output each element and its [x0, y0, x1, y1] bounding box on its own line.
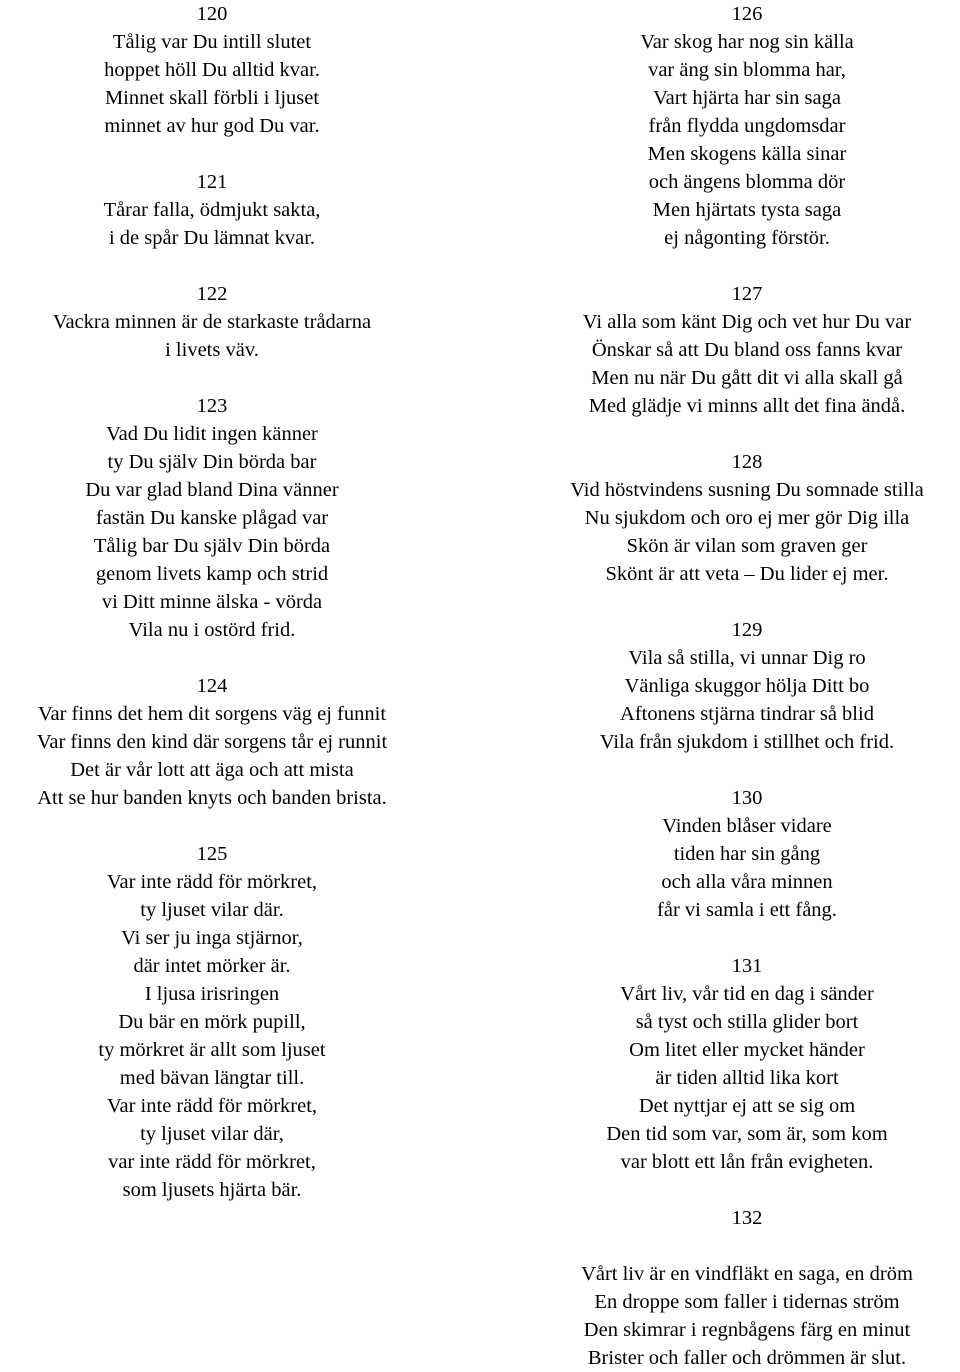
verse-number: 124 [196, 675, 228, 697]
verse-132 [534, 1204, 960, 1372]
verse-line: Vi alla som känt Dig och vet hur Du var [582, 311, 912, 333]
verse-line: Var skog har nog sin källa [640, 31, 854, 53]
verse-line: Den tid som var, som är, som kom [606, 1123, 888, 1145]
verse-gap [0, 252, 424, 280]
verse-line: Det är vår lott att äga och att mista [70, 759, 354, 781]
verse-number: 128 [731, 451, 763, 473]
left-column [0, 0, 424, 1204]
verse-line: får vi samla i ett fång. [657, 899, 837, 921]
verse-line: ty ljuset vilar där. [140, 899, 284, 921]
verse-line: Om litet eller mycket händer [629, 1039, 865, 1061]
verse-line: Men skogens källa sinar [647, 143, 847, 165]
verse-number: 121 [196, 171, 228, 193]
verse-line: Minnet skall förbli i ljuset [104, 87, 320, 109]
verse-line: hoppet höll Du alltid kvar. [104, 59, 320, 81]
verse-line: Vinden blåser vidare [662, 815, 832, 837]
verse-line: och alla våra minnen [661, 871, 833, 893]
verse-128 [534, 448, 960, 588]
verse-number: 125 [196, 843, 228, 865]
verse-line: så tyst och stilla glider bort [635, 1011, 859, 1033]
verse-line: Tålig var Du intill slutet [112, 31, 312, 53]
verse-gap [534, 1176, 960, 1204]
verse-line: Det nyttjar ej att se sig om [638, 1095, 856, 1117]
verse-number: 130 [731, 787, 763, 809]
verse-line: var inte rädd för mörkret, [108, 1151, 316, 1173]
verse-line: Den skimrar i regnbågens färg en minut [583, 1319, 911, 1341]
verse-line: ty mörkret är allt som ljuset [98, 1039, 326, 1061]
verse-gap [534, 420, 960, 448]
verse-line: ej någonting förstör. [664, 227, 830, 249]
verse-line: som ljusets hjärta bär. [122, 1179, 302, 1201]
verse-line: och ängens blomma dör [648, 171, 846, 193]
right-column [534, 0, 960, 1372]
verse-125 [0, 840, 424, 1204]
verse-123 [0, 392, 424, 644]
verse-line: ty ljuset vilar där, [140, 1123, 284, 1145]
verse-129 [534, 616, 960, 756]
verse-line: genom livets kamp och strid [95, 563, 329, 585]
verse-line: Vårt liv, vår tid en dag i sänder [620, 983, 874, 1005]
verse-line: var äng sin blomma har, [648, 59, 846, 81]
verse-gap [0, 812, 424, 840]
verse-line: Men hjärtats tysta saga [652, 199, 842, 221]
verse-gap [0, 364, 424, 392]
verse-122 [0, 280, 424, 364]
verse-gap [534, 1232, 960, 1260]
verse-line: från flydda ungdomsdar [648, 115, 846, 137]
verse-130 [534, 784, 960, 924]
verse-line: Tårar falla, ödmjukt sakta, [103, 199, 321, 221]
verse-line: Du var glad bland Dina vänner [85, 479, 339, 501]
verse-line: Vart hjärta har sin saga [653, 87, 841, 109]
verse-line: Önskar så att Du bland oss fanns kvar [591, 339, 903, 361]
verse-line: Du bär en mörk pupill, [118, 1011, 306, 1033]
verse-gap [534, 252, 960, 280]
verse-number: 132 [731, 1207, 763, 1229]
verse-121 [0, 168, 424, 252]
verse-line: Med glädje vi minns allt det fina ändå. [588, 395, 906, 417]
verse-number: 131 [731, 955, 763, 977]
verse-line: Vila från sjukdom i stillhet och frid. [599, 731, 895, 753]
verse-gap [0, 644, 424, 672]
verse-number: 123 [196, 395, 228, 417]
verse-gap [0, 140, 424, 168]
verse-line: Vid höstvindens susning Du somnade stilla [570, 479, 924, 501]
verse-line: Aftonens stjärna tindrar så blid [620, 703, 874, 725]
verse-120 [0, 0, 424, 140]
verse-line: var blott ett lån från evigheten. [620, 1151, 874, 1173]
verse-line: Var finns den kind där sorgens tår ej runnit [36, 731, 388, 753]
verse-line: Vila så stilla, vi unnar Dig ro [628, 647, 866, 669]
verse-line: Skönt är att veta – Du lider ej mer. [605, 563, 889, 585]
verse-line: i de spår Du lämnat kvar. [108, 227, 316, 249]
verse-line: Tålig bar Du själv Din börda [93, 535, 331, 557]
verse-line: I ljusa irisringen [144, 983, 280, 1005]
verse-gap [534, 924, 960, 952]
verse-line: minnet av hur god Du var. [104, 115, 320, 137]
verse-line: Var inte rädd för mörkret, [106, 871, 318, 893]
verse-line: Vad Du lidit ingen känner [106, 423, 318, 445]
verse-124 [0, 672, 424, 812]
verse-line: tiden har sin gång [673, 843, 821, 865]
verse-line: Skön är vilan som graven ger [626, 535, 868, 557]
verse-line: med bävan längtar till. [119, 1067, 305, 1089]
verse-line: i livets väv. [165, 339, 259, 361]
verse-line: Var inte rädd för mörkret, [106, 1095, 318, 1117]
verse-127 [534, 280, 960, 420]
verse-number: 126 [731, 3, 763, 25]
verse-126 [534, 0, 960, 252]
verse-gap [534, 756, 960, 784]
verse-line: Nu sjukdom och oro ej mer gör Dig illa [584, 507, 910, 529]
verse-131 [534, 952, 960, 1176]
verse-line: Brister och faller och drömmen är slut. [587, 1347, 907, 1369]
verse-line: vi Ditt minne älska - vörda [101, 591, 323, 613]
verse-line: fastän Du kanske plågad var [95, 507, 329, 529]
verse-number: 122 [196, 283, 228, 305]
verse-line: Men nu när Du gått dit vi alla skall gå [591, 367, 903, 389]
verse-line: Vänliga skuggor hölja Ditt bo [624, 675, 870, 697]
verse-line: Vila nu i ostörd frid. [128, 619, 296, 641]
verse-number: 129 [731, 619, 763, 641]
verse-line: Var finns det hem dit sorgens väg ej funnit [37, 703, 387, 725]
verse-line: är tiden alltid lika kort [655, 1067, 839, 1089]
verse-number: 120 [196, 3, 228, 25]
verse-line: Vackra minnen är de starkaste trådarna [52, 311, 372, 333]
verse-number: 127 [731, 283, 763, 305]
verse-line: Att se hur banden knyts och banden brista. [37, 787, 387, 809]
verse-line: Vårt liv är en vindfläkt en saga, en dröm [581, 1263, 913, 1285]
verse-gap [534, 588, 960, 616]
verse-line: där intet mörker är. [133, 955, 291, 977]
verse-line: En droppe som faller i tidernas ström [594, 1291, 900, 1313]
verse-line: Vi ser ju inga stjärnor, [121, 927, 303, 949]
verse-line: ty Du själv Din börda bar [107, 451, 317, 473]
